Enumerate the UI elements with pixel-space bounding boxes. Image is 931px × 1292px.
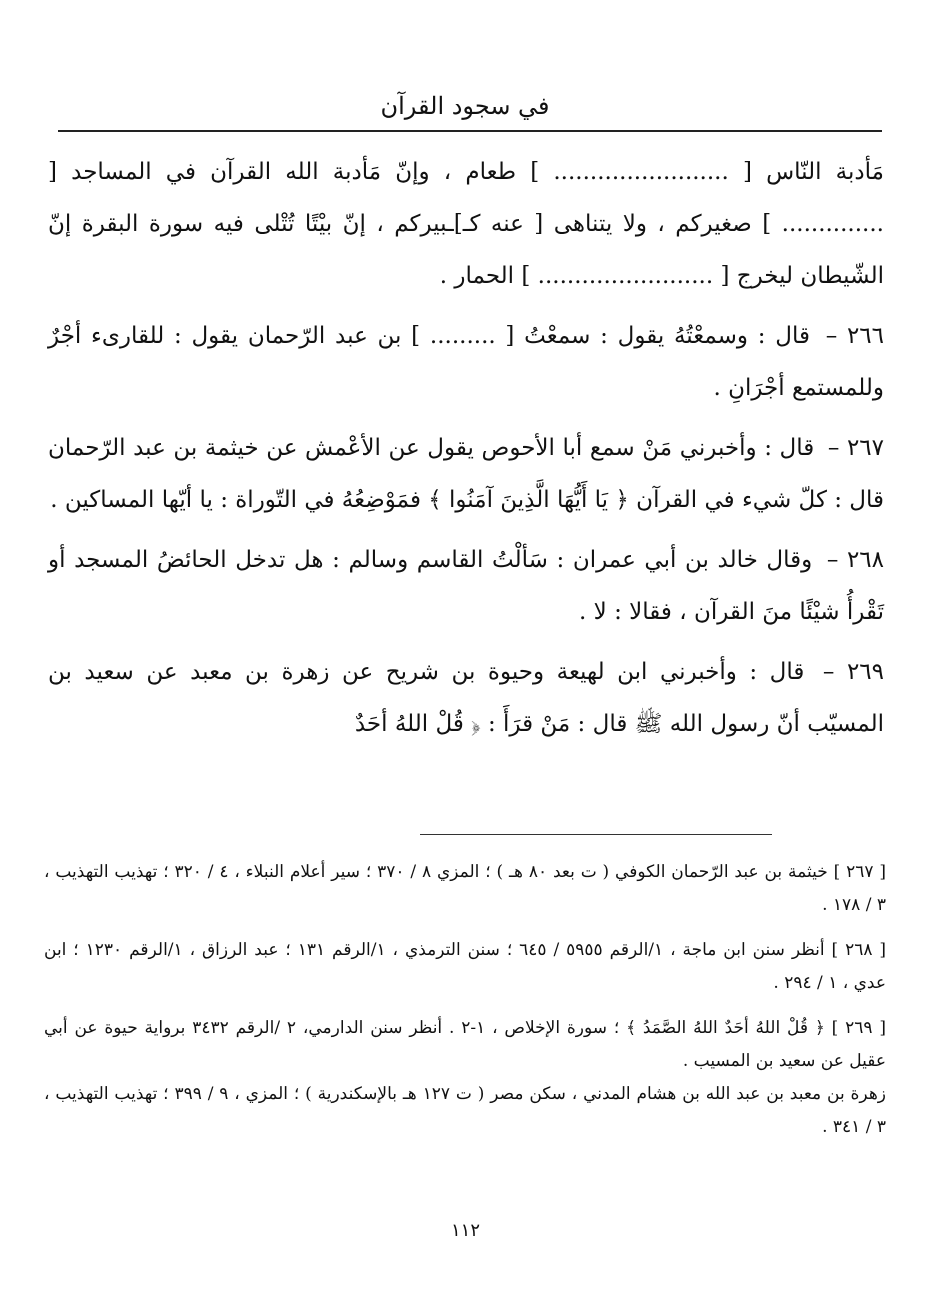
footnote-rule — [420, 834, 772, 835]
page-number: ١١٢ — [450, 1220, 480, 1241]
paragraph-text: مَأدبة النّاس [ ........................ ] طعام ، وإنّ مَأدبة الله القرآن في المساجد [ .............. ] صغيركم ، ولا يتناهى [ عنه كـ]ـبيركم ، إنّ بيْتًا تُتْلى فيه سورة البقرة إنّ الشّيطان ليخرج [ ........................ ] الحمار . — [48, 159, 884, 289]
paragraph-text: وقال خالد بن أبي عمران : سَألْتُ القاسم وسالم : هل تدخل الحائضُ المسجد أو تَقْرأُ شيْئًا منَ القرآن ، فقالا : لا . — [48, 547, 884, 625]
paragraph-text: قال : وأخبرني ابن لهيعة وحيوة بن شريح عن زهرة بن معبد عن سعيد بن المسيّب أنّ رسول الله ﷺ قال : مَنْ قرَأَ : ﴿ قُلْ اللهُ أحَدٌ — [48, 659, 884, 737]
main-text — [48, 146, 884, 750]
header-rule — [58, 130, 882, 132]
footnote-269-continued: زهرة بن معبد بن عبد الله بن هشام المدني ، سكن مصر ( ت ١٢٧ هـ بالإسكندرية ) ؛ المزي ، ٩ / ٣٩٩ ؛ تهذيب التهذيب ، ٣ / ٣٤١ . — [44, 1084, 886, 1137]
paragraph-267 — [48, 422, 884, 526]
footnote-267: [ ٢٦٧ ] خيثمة بن عبد الرّحمان الكوفي ( ت بعد ٨٠ هـ ) ؛ المزي ٨ / ٣٧٠ ؛ سير أعلام النبلاء ، ٤ / ٣٢٠ ؛ تهذيب التهذيب ، ٣ / ١٧٨ . — [44, 862, 886, 915]
paragraph-continuation — [48, 146, 884, 302]
running-title: في سجود القرآن — [380, 92, 550, 120]
footnotes — [44, 856, 886, 1156]
paragraph-266 — [48, 310, 884, 414]
footnote-269: [ ٢٦٩ ] ﴿ قُلْ اللهُ أحَدٌ اللهُ الصَّمَدُ ﴾ ؛ سورة الإخلاص ، ١-٢ . أنظر سنن الدارمي، ٢ /الرقم ٣٤٣٢ برواية حيوة عن أبي عقيل عن سعيد بن المسيب . — [44, 1018, 886, 1071]
paragraph-number: ٢٦٩ – — [822, 659, 885, 685]
footnote-268: [ ٢٦٨ ] أنظر سنن ابن ماجة ، ١/الرقم ٥٩٥٥ / ٦٤٥ ؛ سنن الترمذي ، ١/الرقم ١٣١ ؛ عبد الرزاق ، ١/الرقم ١٢٣٠ ؛ ابن عدي ، ١ / ٢٩٤ . — [44, 940, 887, 993]
paragraph-269 — [48, 646, 884, 750]
paragraph-text: قال : وسمعْتُهُ يقول : سمعْتُ [ ......... ] بن عبد الرّحمان يقول : للقارىء أجْرٌ وللمستمع أجْرَانِ . — [48, 323, 884, 401]
paragraph-text: قال : وأخبرني مَنْ سمع أبا الأحوص يقول عن الأعْمش عن خيثمة بن عبد الرّحمان قال : كلّ شيء في القرآن ﴿ يَا أَيُّهَا الَّذِينَ آمَنُوا ﴾ فمَوْضِعُهُ في التّوراة : يا أيّها المساكين . — [48, 435, 884, 513]
paragraph-number: ٢٦٦ – — [825, 323, 885, 349]
paragraph-268 — [48, 534, 884, 638]
paragraph-number: ٢٦٨ – — [826, 547, 885, 573]
paragraph-number: ٢٦٧ – — [827, 435, 885, 461]
